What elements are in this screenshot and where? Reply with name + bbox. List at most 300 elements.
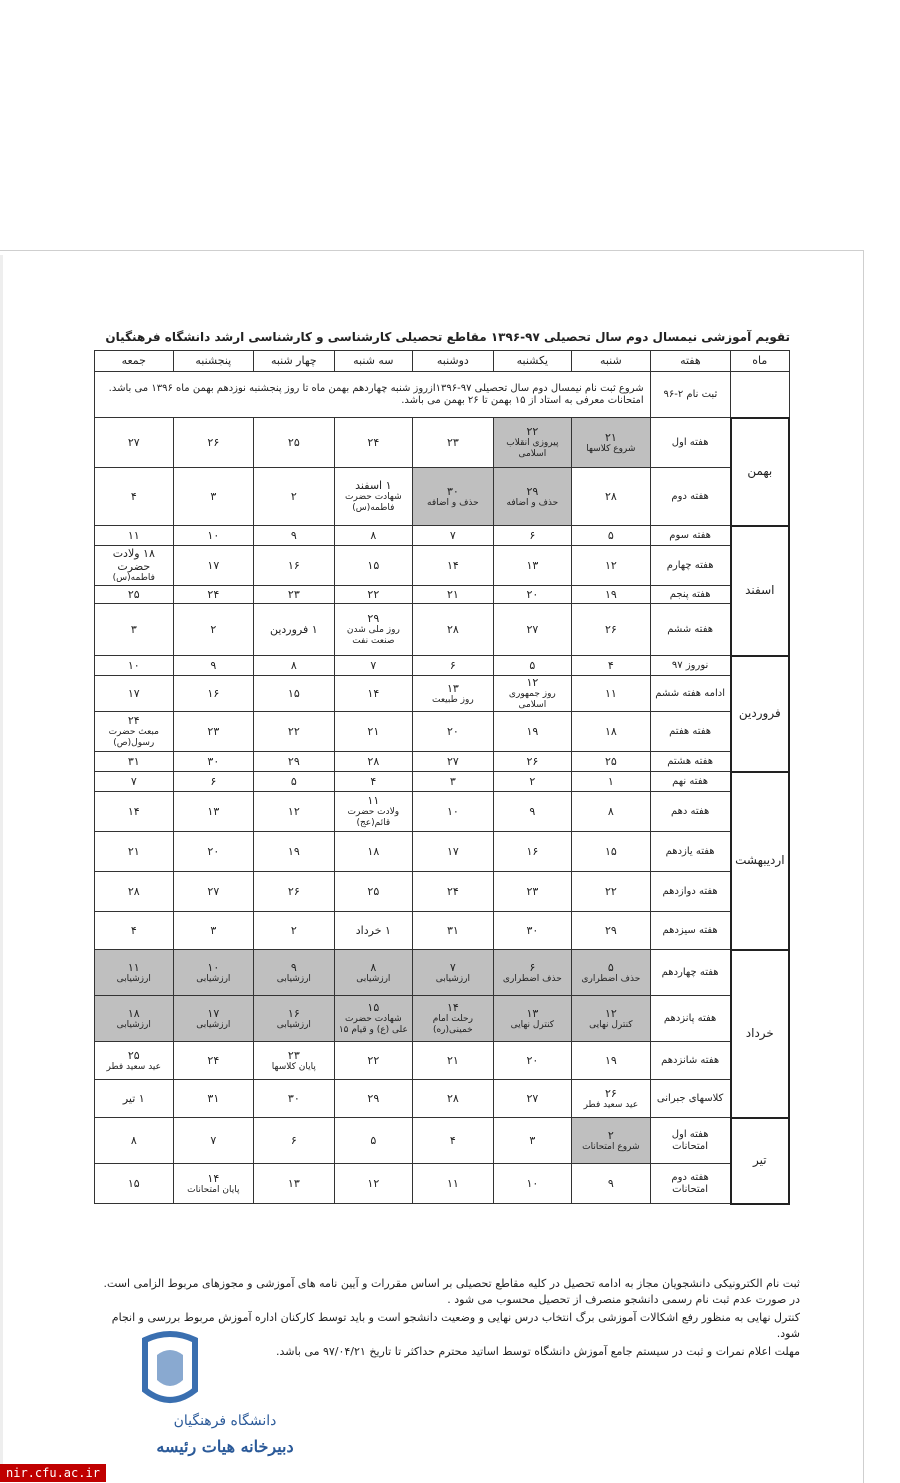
day-number: ۲۰ — [207, 844, 220, 858]
day-note: روز ملی شدن صنعت نفت — [346, 625, 400, 647]
day-number: ۲ — [529, 774, 536, 788]
day-cell — [413, 604, 494, 656]
day-cell — [95, 468, 174, 526]
day-number: ۱۶ — [287, 558, 300, 572]
day-cell — [493, 832, 572, 872]
day-cell — [493, 996, 572, 1042]
day-cell — [254, 604, 335, 656]
day-cell — [173, 950, 254, 996]
day-cell — [334, 418, 413, 468]
day-number: ۱۴ — [127, 804, 140, 818]
logo-emblem-icon — [115, 1330, 335, 1470]
day-cell — [254, 772, 335, 792]
footer-note-1: ثبت نام الکترونیکی دانشجویان مجاز به ادامه تحصیل در کلیه مقاطع تحصیلی بر اساس مقررات و آیین نامه های آموزشی و مجوزهای مربوط الزامی است. در صورت عدم ثبت نام رسمی دانشجو منصرف از تحصیل محسوب می شود . — [103, 1277, 800, 1306]
day-cell — [254, 950, 335, 996]
week-label: هفته شانزدهم — [650, 1042, 731, 1080]
day-number: ۲۷ — [526, 622, 539, 636]
day-number: ۳۰ — [446, 484, 459, 498]
day-note: شروع کلاسها — [586, 443, 636, 454]
day-cell — [95, 712, 174, 752]
col-month: ماه — [731, 351, 789, 372]
day-number: ۱۰ — [207, 960, 220, 974]
day-number: ۵ — [607, 960, 614, 974]
day-number: ۱۸ — [604, 724, 617, 738]
day-cell — [413, 418, 494, 468]
day-cell — [572, 586, 651, 604]
col-wed: چهار شنبه — [254, 351, 335, 372]
day-cell — [493, 950, 572, 996]
day-number: ۲۹ — [287, 754, 300, 768]
day-number: ۷ — [449, 960, 456, 974]
day-number: ۲۱ — [127, 844, 140, 858]
day-note: حذف اضطراری — [581, 973, 641, 984]
day-cell — [413, 832, 494, 872]
day-cell — [493, 418, 572, 468]
day-number: ۱۲ — [526, 676, 539, 690]
day-cell — [254, 752, 335, 772]
registration-line-1: شروع ثبت نام نیمسال دوم سال تحصیلی ۹۷-۱۳۹۶ازروز شنبه چهاردهم بهمن ماه تا روز پنجشنبه نوزدهم بهمن ماه ۱۳۹۶ می باشد. — [108, 382, 644, 394]
day-number: ۲۲ — [367, 1053, 380, 1067]
week-label: کلاسهای جبرانی — [650, 1080, 731, 1118]
day-cell — [254, 832, 335, 872]
day-cell — [95, 418, 174, 468]
day-number: ۵ — [607, 528, 614, 542]
day-number: ۶ — [529, 528, 536, 542]
day-number: ۲۰ — [526, 587, 539, 601]
day-number: ۷ — [370, 658, 377, 672]
day-number: ۳ — [130, 622, 137, 636]
day-number: ۲۳ — [446, 435, 459, 449]
day-number: ۱۵ — [287, 686, 300, 700]
day-number: ۱ خرداد — [355, 923, 391, 937]
day-note: کنترل نهایی — [589, 1019, 633, 1030]
day-cell — [572, 546, 651, 586]
day-cell — [173, 1042, 254, 1080]
day-number: ۱۲ — [367, 1176, 380, 1190]
day-number: ۱۲ — [604, 1006, 617, 1020]
day-note: کنترل نهایی — [510, 1019, 555, 1030]
day-number: ۸ — [370, 528, 377, 542]
day-cell — [334, 604, 413, 656]
day-note: شهادت حضرت علی (ع) و قیام ۱۵ — [338, 1014, 408, 1036]
day-cell — [95, 912, 174, 950]
day-cell — [572, 468, 651, 526]
day-number: ۳۱ — [446, 923, 459, 937]
day-number: ۶ — [529, 960, 536, 974]
day-number: ۲۸ — [604, 489, 617, 503]
day-cell — [334, 872, 413, 912]
day-note: ارزشیابی — [356, 973, 391, 984]
day-cell — [413, 1164, 494, 1204]
day-number: ۳ — [210, 923, 217, 937]
day-number: ۱۱ — [127, 528, 140, 542]
day-note: حذف اضطراری — [502, 973, 562, 984]
day-cell — [173, 468, 254, 526]
header-row — [95, 351, 790, 372]
site-watermark: nir.cfu.ac.ir — [0, 1464, 106, 1482]
day-cell — [254, 468, 335, 526]
day-cell — [254, 1118, 335, 1164]
day-cell — [334, 468, 413, 526]
day-number: ۸ — [290, 658, 297, 672]
day-number: ۱۳ — [287, 1176, 300, 1190]
day-number: ۲۱ — [446, 587, 459, 601]
week-label: هفته چهاردهم — [650, 950, 731, 996]
week-label: هفته دوم امتحانات — [650, 1164, 731, 1204]
day-number: ۱۸ ولادت حضرت — [112, 546, 155, 574]
week-row — [95, 996, 790, 1042]
day-note: ارزشیابی — [196, 973, 231, 984]
week-row — [95, 468, 790, 526]
day-number: ۱۷ — [446, 844, 459, 858]
university-logo — [115, 1330, 335, 1470]
day-cell — [493, 656, 572, 676]
day-cell — [254, 676, 335, 712]
day-cell — [254, 912, 335, 950]
week-label: هفته یازدهم — [650, 832, 731, 872]
day-number: ۸ — [370, 960, 377, 974]
col-sun: یکشنبه — [493, 351, 572, 372]
day-cell — [413, 950, 494, 996]
day-cell — [95, 604, 174, 656]
day-number: ۱ تیر — [122, 1091, 145, 1105]
day-cell — [173, 792, 254, 832]
day-number: ۱۴ — [207, 1171, 220, 1185]
day-cell — [413, 1118, 494, 1164]
day-note: ولادت حضرت قائم(عج) — [347, 807, 400, 829]
day-number: ۶ — [210, 774, 217, 788]
day-number: ۲۷ — [526, 1091, 539, 1105]
day-number: ۴ — [370, 774, 377, 788]
footer-note-3: مهلت اعلام نمرات و ثبت در سیستم جامع آموزش دانشگاه توسط اساتید محترم حداکثر تا تاریخ ۹۷/۰۴/۲۱ می باشد. — [276, 1345, 800, 1358]
day-cell — [95, 656, 174, 676]
week-label: هفته دوم — [650, 468, 731, 526]
day-cell — [334, 1118, 413, 1164]
day-cell — [493, 912, 572, 950]
day-number: ۱۲ — [287, 804, 300, 818]
day-note: فاطمه(س) — [112, 573, 155, 584]
registration-row — [95, 372, 790, 418]
day-cell — [173, 1080, 254, 1118]
day-note: مبعث حضرت رسول(ص) — [108, 727, 159, 749]
week-row — [95, 712, 790, 752]
day-number: ۱۳ — [446, 681, 459, 695]
day-number: ۲۱ — [604, 430, 617, 444]
day-cell — [572, 1042, 651, 1080]
day-cell — [413, 712, 494, 752]
day-number: ۶ — [449, 658, 456, 672]
day-number: ۲۱ — [367, 724, 380, 738]
day-number: ۲۹ — [526, 484, 539, 498]
day-cell — [173, 546, 254, 586]
week-row — [95, 586, 790, 604]
day-cell — [254, 546, 335, 586]
month-cell: فروردین — [731, 656, 789, 772]
day-cell — [334, 792, 413, 832]
week-label: هفته ششم — [650, 604, 731, 656]
day-number: ۱۲ — [604, 558, 617, 572]
week-label: هفته هشتم — [650, 752, 731, 772]
day-note: روز طبیعت — [432, 694, 474, 705]
day-cell — [95, 950, 174, 996]
week-row — [95, 546, 790, 586]
day-cell — [493, 792, 572, 832]
day-number: ۱۳ — [526, 1006, 539, 1020]
day-cell — [413, 468, 494, 526]
day-number: ۲۵ — [127, 587, 140, 601]
day-cell — [413, 586, 494, 604]
day-number: ۲۵ — [367, 884, 380, 898]
day-cell — [254, 1042, 335, 1080]
day-cell — [173, 604, 254, 656]
day-cell — [572, 676, 651, 712]
day-cell — [254, 996, 335, 1042]
day-note: حذف و اضافه — [506, 497, 559, 508]
day-number: ۲۵ — [287, 435, 300, 449]
day-cell — [413, 872, 494, 912]
week-row — [95, 912, 790, 950]
day-cell — [572, 656, 651, 676]
day-cell — [413, 772, 494, 792]
day-cell — [334, 912, 413, 950]
day-number: ۳۰ — [207, 754, 220, 768]
col-tue: سه شنبه — [334, 351, 413, 372]
day-number: ۱ — [607, 774, 614, 788]
day-cell — [254, 526, 335, 546]
day-cell — [493, 872, 572, 912]
week-label: هفته اول امتحانات — [650, 1118, 731, 1164]
day-cell — [95, 832, 174, 872]
day-number: ۱۰ — [446, 804, 459, 818]
day-cell — [334, 546, 413, 586]
day-note: پایان کلاسها — [271, 1061, 316, 1072]
day-cell — [173, 772, 254, 792]
day-cell — [493, 586, 572, 604]
page-title: تقویم آموزشی نیمسال دوم سال تحصیلی ۹۷-۱۳۹۶ مقاطع تحصیلی کارشناسی و کارشناسی ارشد دانشگاه فرهنگیان — [105, 330, 790, 344]
day-number: ۱۳ — [526, 558, 539, 572]
day-note: عید سعید فطر — [583, 1099, 639, 1110]
col-thu: پنجشنبه — [173, 351, 254, 372]
day-number: ۷ — [210, 1133, 217, 1147]
day-number: ۲۷ — [207, 884, 220, 898]
month-cell: تیر — [731, 1118, 789, 1204]
day-cell — [95, 772, 174, 792]
day-cell — [572, 526, 651, 546]
day-cell — [173, 912, 254, 950]
registration-label: ثبت نام ۲-۹۶ — [650, 372, 731, 418]
day-cell — [493, 1042, 572, 1080]
day-cell — [254, 586, 335, 604]
day-number: ۱۵ — [367, 1001, 380, 1015]
day-cell — [572, 1080, 651, 1118]
day-number: ۱۶ — [526, 844, 539, 858]
day-number: ۵ — [370, 1133, 377, 1147]
col-sat: شنبه — [572, 351, 651, 372]
day-cell — [493, 1118, 572, 1164]
day-note: ارزشیابی — [276, 973, 311, 984]
day-cell — [334, 950, 413, 996]
day-cell — [413, 676, 494, 712]
day-number: ۶ — [290, 1133, 297, 1147]
week-row — [95, 1080, 790, 1118]
day-number: ۲۴ — [446, 884, 459, 898]
week-row — [95, 1042, 790, 1080]
day-cell — [493, 526, 572, 546]
month-cell: اردیبهشت — [731, 772, 789, 950]
day-cell — [334, 1042, 413, 1080]
week-row — [95, 950, 790, 996]
month-cell: اسفند — [731, 526, 789, 656]
day-number: ۱۹ — [604, 1053, 617, 1067]
day-number: ۱۱ — [446, 1176, 459, 1190]
day-cell — [173, 1118, 254, 1164]
day-note: ارزشیابی — [116, 973, 151, 984]
day-number: ۲۶ — [207, 435, 220, 449]
day-cell — [173, 526, 254, 546]
week-row — [95, 872, 790, 912]
day-cell — [572, 604, 651, 656]
day-number: ۲۴ — [207, 1053, 220, 1067]
col-mon: دوشنبه — [413, 351, 494, 372]
day-cell — [413, 1042, 494, 1080]
day-number: ۲۴ — [207, 587, 220, 601]
day-cell — [572, 772, 651, 792]
day-number: ۲۷ — [446, 754, 459, 768]
week-label: هفته نهم — [650, 772, 731, 792]
day-cell — [334, 832, 413, 872]
day-note: شهادت حضرت فاطمه(س) — [345, 492, 402, 514]
day-cell — [493, 676, 572, 712]
day-cell — [254, 418, 335, 468]
day-cell — [572, 996, 651, 1042]
day-number: ۱۹ — [526, 724, 539, 738]
day-cell — [334, 1164, 413, 1204]
day-cell — [95, 1164, 174, 1204]
day-number: ۱۸ — [367, 844, 380, 858]
day-number: ۲۶ — [604, 622, 617, 636]
day-number: ۱۵ — [604, 844, 617, 858]
day-note: ارزشیابی — [116, 1019, 151, 1030]
day-cell — [95, 792, 174, 832]
day-cell — [254, 656, 335, 676]
day-number: ۲۸ — [127, 884, 140, 898]
day-number: ۲۵ — [604, 754, 617, 768]
day-number: ۲۸ — [367, 754, 380, 768]
week-label: ادامه هفته ششم — [650, 676, 731, 712]
day-cell — [572, 950, 651, 996]
day-number: ۲ — [290, 489, 297, 503]
day-cell — [173, 676, 254, 712]
day-number: ۲۲ — [287, 724, 300, 738]
day-number: ۳ — [529, 1133, 536, 1147]
day-cell — [173, 872, 254, 912]
footer-note-2: کنترل نهایی به منظور رفع اشکالات آموزشی برگ انتخاب درس نهایی و وضعیت دانشجو است و باید توسط کارکنان اداره آموزش مربوط بررسی و انجام شود. — [111, 1311, 800, 1340]
day-number: ۲ — [290, 923, 297, 937]
day-number: ۹ — [290, 960, 297, 974]
day-cell — [254, 792, 335, 832]
week-label: هفته سوم — [650, 526, 731, 546]
day-number: ۷ — [449, 528, 456, 542]
day-number: ۲۸ — [446, 622, 459, 636]
day-number: ۱ فروردین — [269, 622, 318, 636]
week-row — [95, 792, 790, 832]
week-row — [95, 656, 790, 676]
day-cell — [413, 546, 494, 586]
day-number: ۲۴ — [127, 714, 140, 728]
day-cell — [173, 752, 254, 772]
day-cell — [173, 712, 254, 752]
col-fri: جمعه — [95, 351, 174, 372]
day-cell — [572, 832, 651, 872]
day-note: عید سعید فطر — [106, 1061, 162, 1072]
day-cell — [572, 418, 651, 468]
day-cell — [572, 792, 651, 832]
day-cell — [572, 1164, 651, 1204]
day-number: ۸ — [130, 1133, 137, 1147]
day-number: ۱۱ — [367, 794, 380, 808]
day-number: ۹ — [290, 528, 297, 542]
day-number: ۱۰ — [127, 658, 140, 672]
day-number: ۲۷ — [127, 435, 140, 449]
day-number: ۱۸ — [127, 1006, 140, 1020]
week-row — [95, 1164, 790, 1204]
day-number: ۳ — [449, 774, 456, 788]
day-cell — [413, 656, 494, 676]
day-cell — [95, 676, 174, 712]
week-row — [95, 676, 790, 712]
day-cell — [493, 772, 572, 792]
logo-line-2: دبیرخانه هیات رئیسه — [156, 1437, 294, 1456]
day-number: ۱۶ — [207, 686, 220, 700]
day-number: ۳۱ — [207, 1091, 220, 1105]
week-label: هفته چهارم — [650, 546, 731, 586]
day-number: ۲۳ — [526, 884, 539, 898]
day-number: ۲۹ — [367, 1091, 380, 1105]
day-number: ۲۰ — [526, 1053, 539, 1067]
day-note: ارزشیابی — [276, 1019, 311, 1030]
day-note: شروع امتحانات — [582, 1141, 640, 1152]
day-cell — [95, 586, 174, 604]
week-label: هفته سیزدهم — [650, 912, 731, 950]
day-number: ۴ — [130, 489, 137, 503]
day-cell — [95, 752, 174, 772]
day-number: ۱۰ — [526, 1176, 539, 1190]
day-number: ۲ — [210, 622, 217, 636]
day-number: ۵ — [529, 658, 536, 672]
day-number: ۴ — [607, 658, 614, 672]
logo-line-1: دانشگاه فرهنگیان — [173, 1413, 277, 1429]
day-number: ۲۴ — [367, 435, 380, 449]
week-label: هفته هفتم — [650, 712, 731, 752]
day-number: ۳۰ — [526, 923, 539, 937]
day-cell — [413, 1080, 494, 1118]
day-cell — [173, 1164, 254, 1204]
day-number: ۴ — [130, 923, 137, 937]
day-cell — [493, 1164, 572, 1204]
day-cell — [334, 526, 413, 546]
day-cell — [173, 586, 254, 604]
week-label: نوروز ۹۷ — [650, 656, 731, 676]
day-cell — [334, 656, 413, 676]
week-label: هفته اول — [650, 418, 731, 468]
day-number: ۲۵ — [127, 1048, 140, 1062]
week-row — [95, 832, 790, 872]
day-number: ۱۷ — [207, 558, 220, 572]
day-cell — [334, 996, 413, 1042]
day-number: ۱۷ — [207, 1006, 220, 1020]
day-number: ۱۱ — [127, 960, 140, 974]
day-number: ۱۶ — [287, 1006, 300, 1020]
